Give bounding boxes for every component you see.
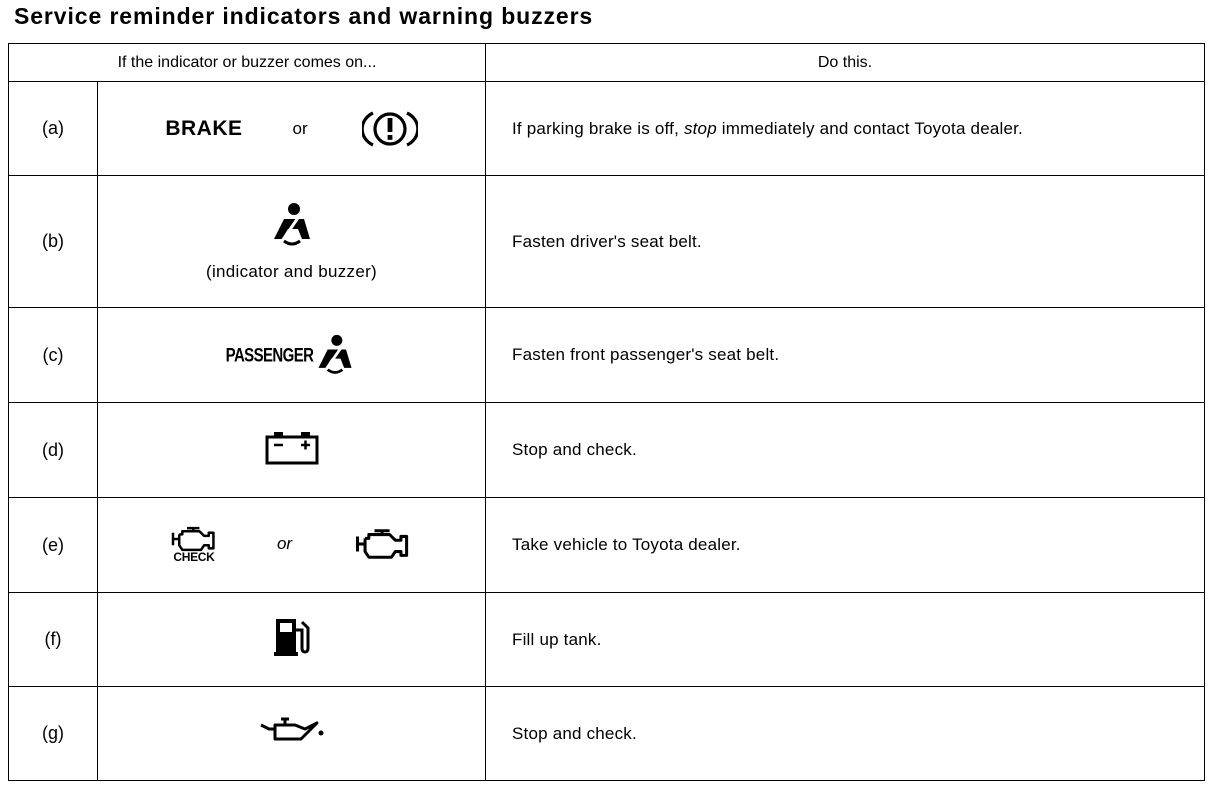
row-label: (f)	[9, 593, 98, 687]
page-title: Service reminder indicators and warning buzzers	[14, 3, 594, 29]
indicator-cell	[98, 403, 486, 498]
indicator-cell	[98, 593, 486, 687]
indicator-cell	[98, 498, 486, 593]
table-row	[9, 82, 1205, 176]
passenger-seat-belt-icon	[313, 332, 357, 378]
table-row	[9, 176, 1205, 308]
table-row	[9, 403, 1205, 498]
battery-icon	[264, 430, 320, 466]
brake-warning-icon	[362, 109, 418, 149]
action-text-rest: immediately and contact Toyota dealer.	[716, 118, 1023, 138]
or-connector: or	[276, 533, 293, 553]
passenger-text: PASSENGER	[225, 343, 314, 367]
indicator-table	[8, 43, 1205, 781]
header-indicator: If the indicator or buzzer comes on...	[9, 44, 486, 82]
fuel-pump-icon	[272, 616, 312, 658]
seat-belt-icon	[268, 201, 316, 249]
table-row	[9, 498, 1205, 593]
row-label: (c)	[9, 308, 98, 403]
engine-icon	[352, 527, 414, 561]
table-row	[9, 687, 1205, 781]
indicator-cell	[98, 82, 486, 176]
action-cell: Take vehicle to Toyota dealer.	[486, 498, 1205, 593]
brake-text: BRAKE	[165, 116, 243, 140]
indicator-cell	[98, 176, 486, 308]
row-label: (a)	[9, 82, 98, 176]
table-header-row	[9, 44, 1205, 82]
action-cell: Fill up tank.	[486, 593, 1205, 687]
check-text: CHECK	[173, 549, 215, 564]
row-label: (e)	[9, 498, 98, 593]
indicator-cell	[98, 308, 486, 403]
action-cell: Fasten driver's seat belt.	[486, 176, 1205, 308]
action-text: If parking brake is off,	[512, 118, 684, 138]
indicator-cell	[98, 687, 486, 781]
oil-can-icon	[259, 717, 325, 745]
table-row	[9, 593, 1205, 687]
table-row	[9, 308, 1205, 403]
action-cell: Stop and check.	[486, 687, 1205, 781]
row-label: (d)	[9, 403, 98, 498]
header-action: Do this.	[486, 44, 1205, 82]
or-connector: or	[292, 118, 308, 138]
row-label: (b)	[9, 176, 98, 308]
action-emphasis: stop	[683, 118, 717, 138]
buzzer-note: (indicator and buzzer)	[205, 262, 377, 281]
row-label: (g)	[9, 687, 98, 781]
action-cell: Fasten front passenger's seat belt.	[486, 308, 1205, 403]
action-cell	[486, 82, 1205, 176]
action-cell: Stop and check.	[486, 403, 1205, 498]
check-engine-icon	[169, 525, 219, 563]
